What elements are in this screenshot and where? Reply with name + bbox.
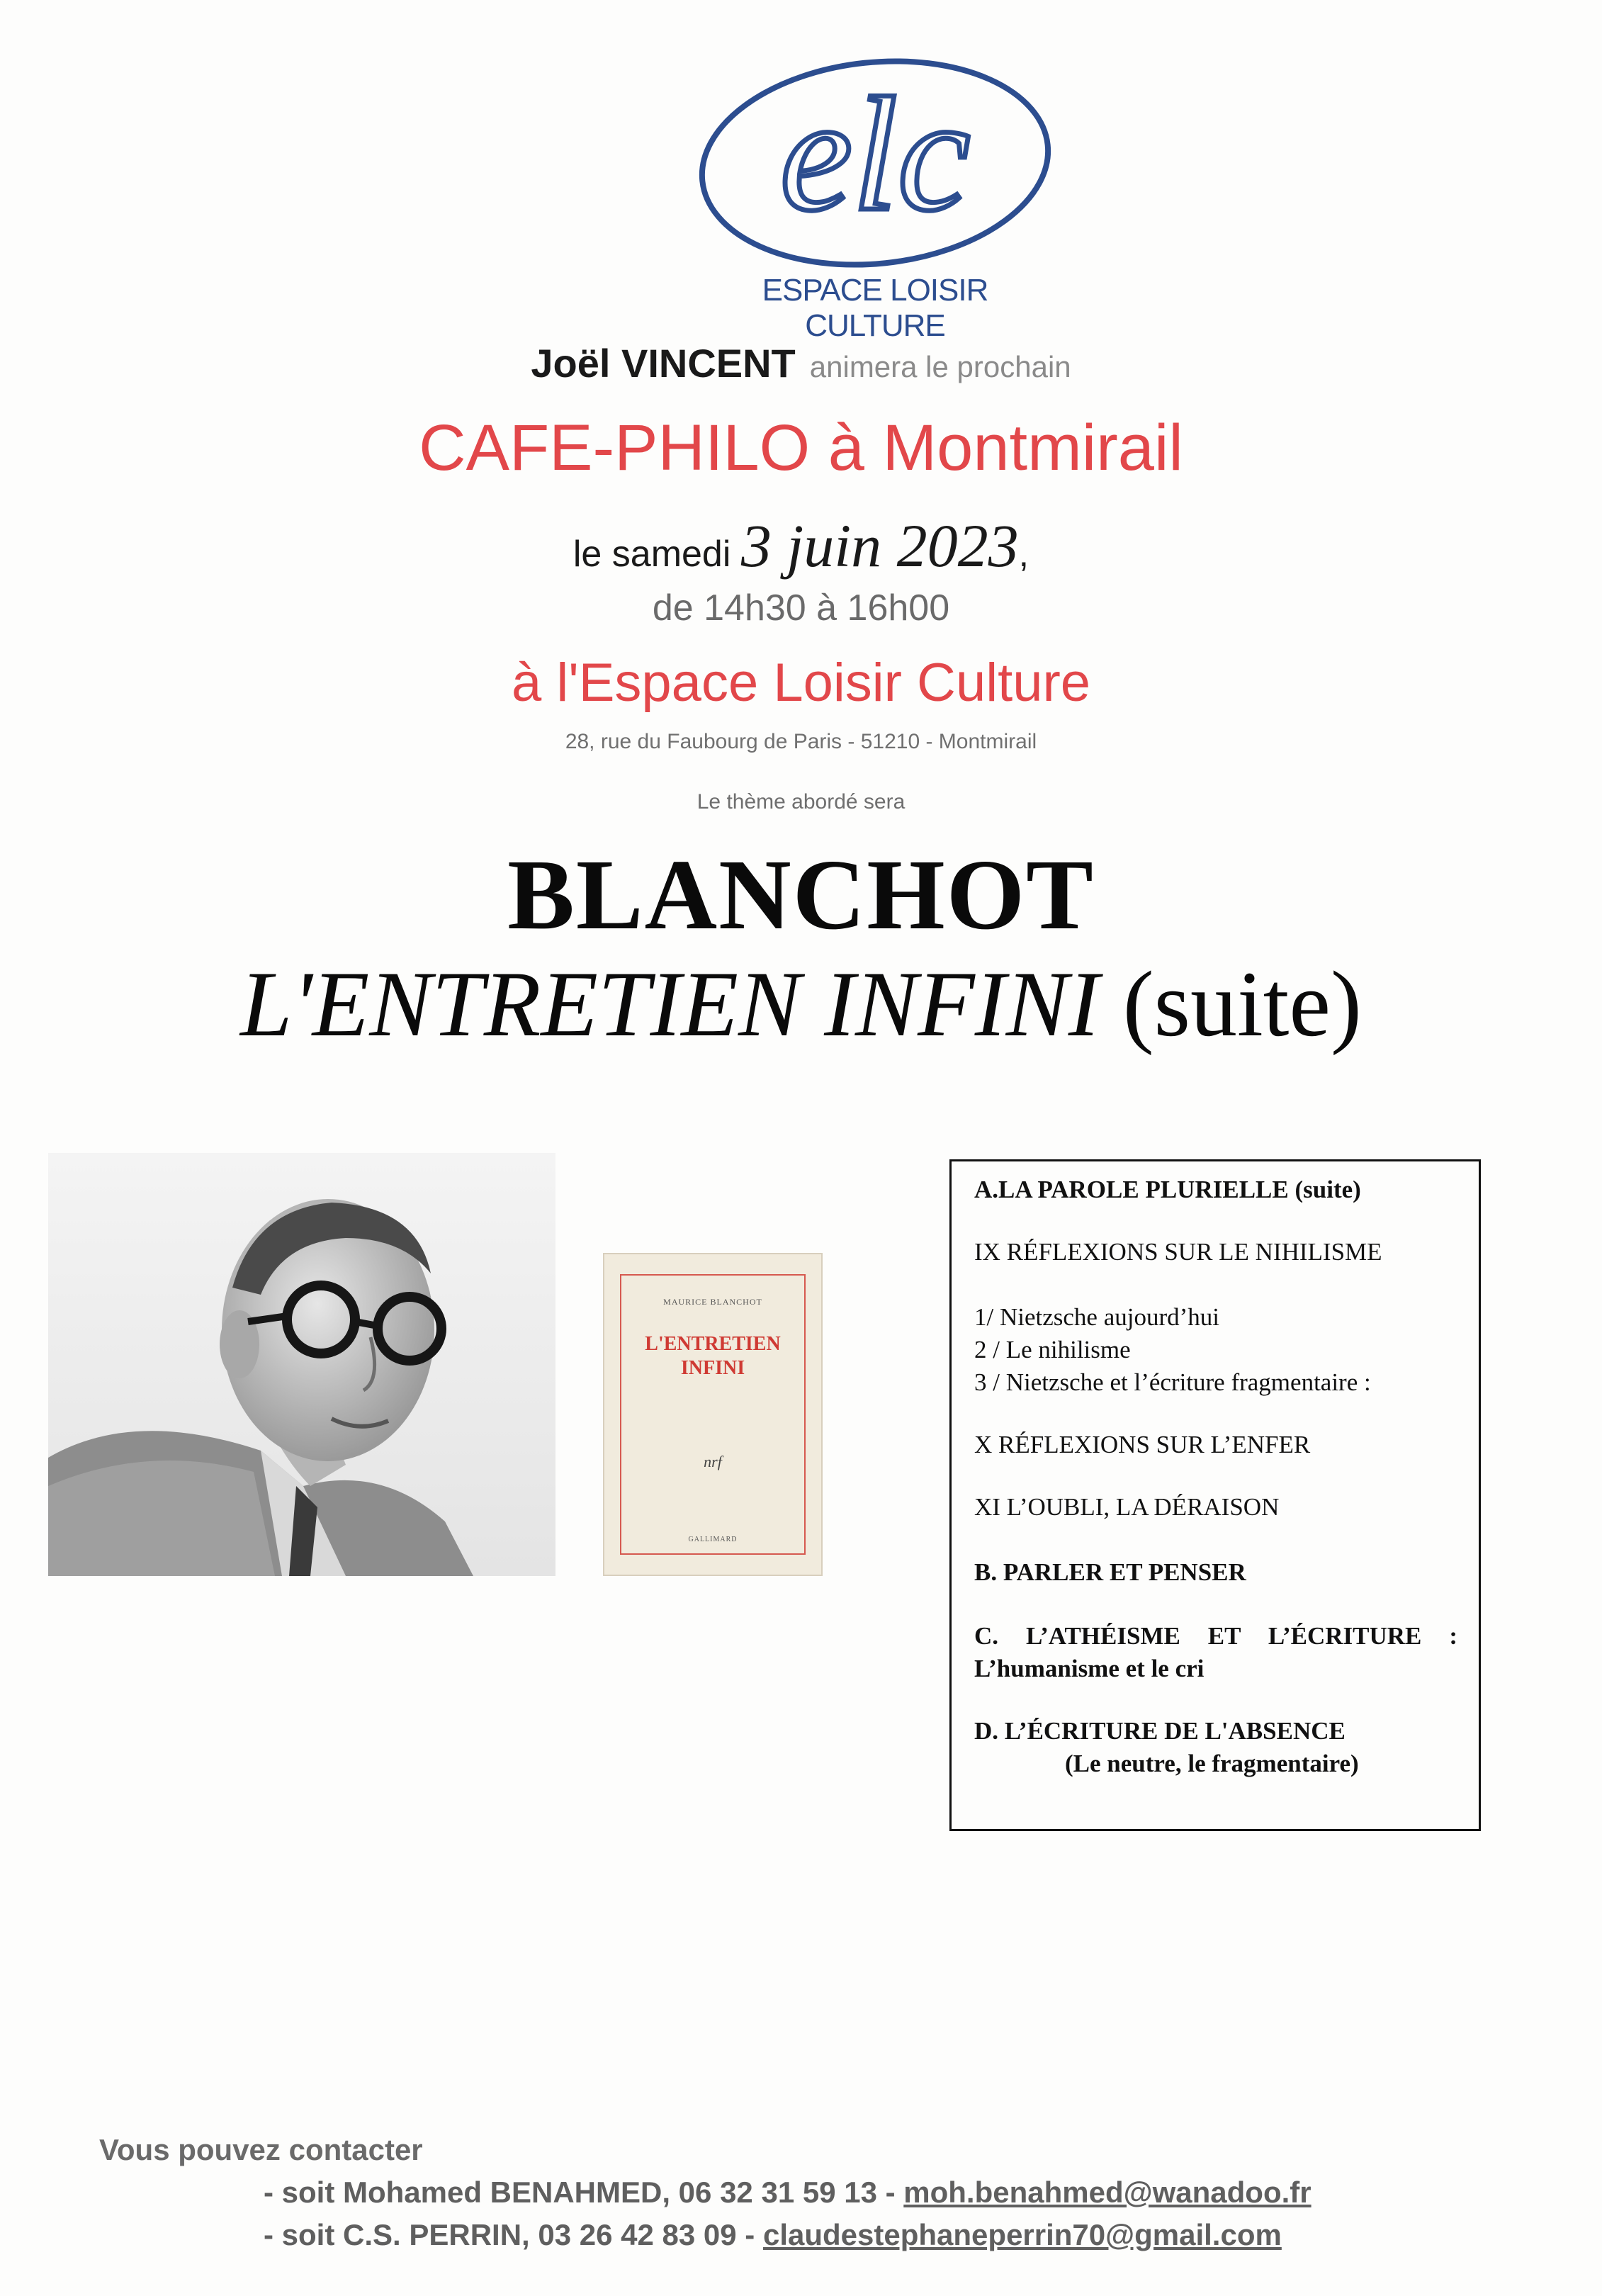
contact-perrin-phone: - soit C.S. PERRIN, 03 26 42 83 09 -	[264, 2218, 763, 2251]
host-name: Joël VINCENT	[531, 341, 796, 386]
contact-benahmed-phone: - soit Mohamed BENAHMED, 06 32 31 59 13 -	[264, 2176, 904, 2209]
contact-perrin-email[interactable]: claudestephaneperrin70@gmail.com	[762, 2218, 1282, 2251]
date-line	[0, 510, 1602, 581]
book-cover-nrf-mark: nrf	[704, 1453, 722, 1470]
contact-intro: Vous pouvez contacter	[99, 2133, 423, 2166]
theme-subtitle	[0, 950, 1602, 1058]
date-suffix: ,	[1018, 534, 1030, 575]
date-prefix: le samedi	[572, 534, 731, 575]
contents-chapter-x: X RÉFLEXIONS SUR L’ENFER	[974, 1431, 1311, 1458]
logo-caption: ESPACE LOISIR CULTURE	[762, 273, 988, 343]
host-announcement: animera le prochain	[809, 350, 1071, 383]
contents-chapter-ix: IX RÉFLEXIONS SUR LE NIHILISME	[974, 1238, 1382, 1266]
event-venue: à l'Espace Loisir Culture	[511, 653, 1091, 713]
theme-title: BLANCHOT	[507, 838, 1095, 950]
logo-monogram: elc	[779, 64, 971, 244]
contents-chapter-xi: XI L’OUBLI, LA DÉRAISON	[974, 1493, 1280, 1521]
book-cover-publisher: GALLIMARD	[688, 1536, 738, 1543]
event-time: de 14h30 à 16h00	[652, 587, 950, 629]
contents-part-b: B. PARLER ET PENSER	[974, 1558, 1246, 1586]
portrait-illustration	[48, 1153, 555, 1576]
book-cover-image	[603, 1253, 823, 1576]
elc-monogram-graphic	[698, 57, 1052, 269]
subtitle-suite: (suite)	[1122, 952, 1362, 1056]
contact-benahmed-email[interactable]: moh.benahmed@wanadoo.fr	[903, 2176, 1312, 2209]
book-cover-border	[620, 1274, 806, 1555]
book-cover-title: L'ENTRETIEN INFINI	[645, 1333, 781, 1379]
contact-line-perrin	[264, 2218, 1282, 2252]
book-title-italic: L'ENTRETIEN INFINI	[240, 952, 1100, 1056]
event-date: 3 juin 2023	[740, 512, 1019, 580]
elc-logo	[698, 57, 1052, 343]
event-title: CAFE-PHILO à Montmirail	[419, 412, 1183, 484]
contents-part-a: A.LA PAROLE PLURIELLE (suite)	[974, 1176, 1361, 1203]
contents-part-d-subtitle: (Le neutre, le fragmentaire)	[1065, 1750, 1359, 1777]
contents-ix-item-3: 3 / Nietzsche et l’écriture fragmentaire :	[974, 1368, 1371, 1396]
venue-address: 28, rue du Faubourg de Paris - 51210 - Montmirail	[565, 730, 1037, 753]
contents-ix-item-2: 2 / Le nihilisme	[974, 1336, 1131, 1363]
contact-line-benahmed	[264, 2176, 1312, 2210]
theme-intro: Le thème abordé sera	[696, 790, 906, 814]
contents-part-c: C. L’ATHÉISME ET L’ÉCRITURE :	[974, 1622, 1457, 1650]
host-line	[0, 340, 1602, 386]
book-cover-author: MAURICE BLANCHOT	[663, 1297, 762, 1307]
contents-part-d: D. L’ÉCRITURE DE L'ABSENCE	[974, 1717, 1346, 1745]
contents-part-c-subtitle: L’humanisme et le cri	[974, 1655, 1205, 1682]
contents-box	[949, 1159, 1481, 1831]
contents-ix-item-1: 1/ Nietzsche aujourd’hui	[974, 1303, 1220, 1331]
author-portrait-photo	[48, 1153, 555, 1576]
